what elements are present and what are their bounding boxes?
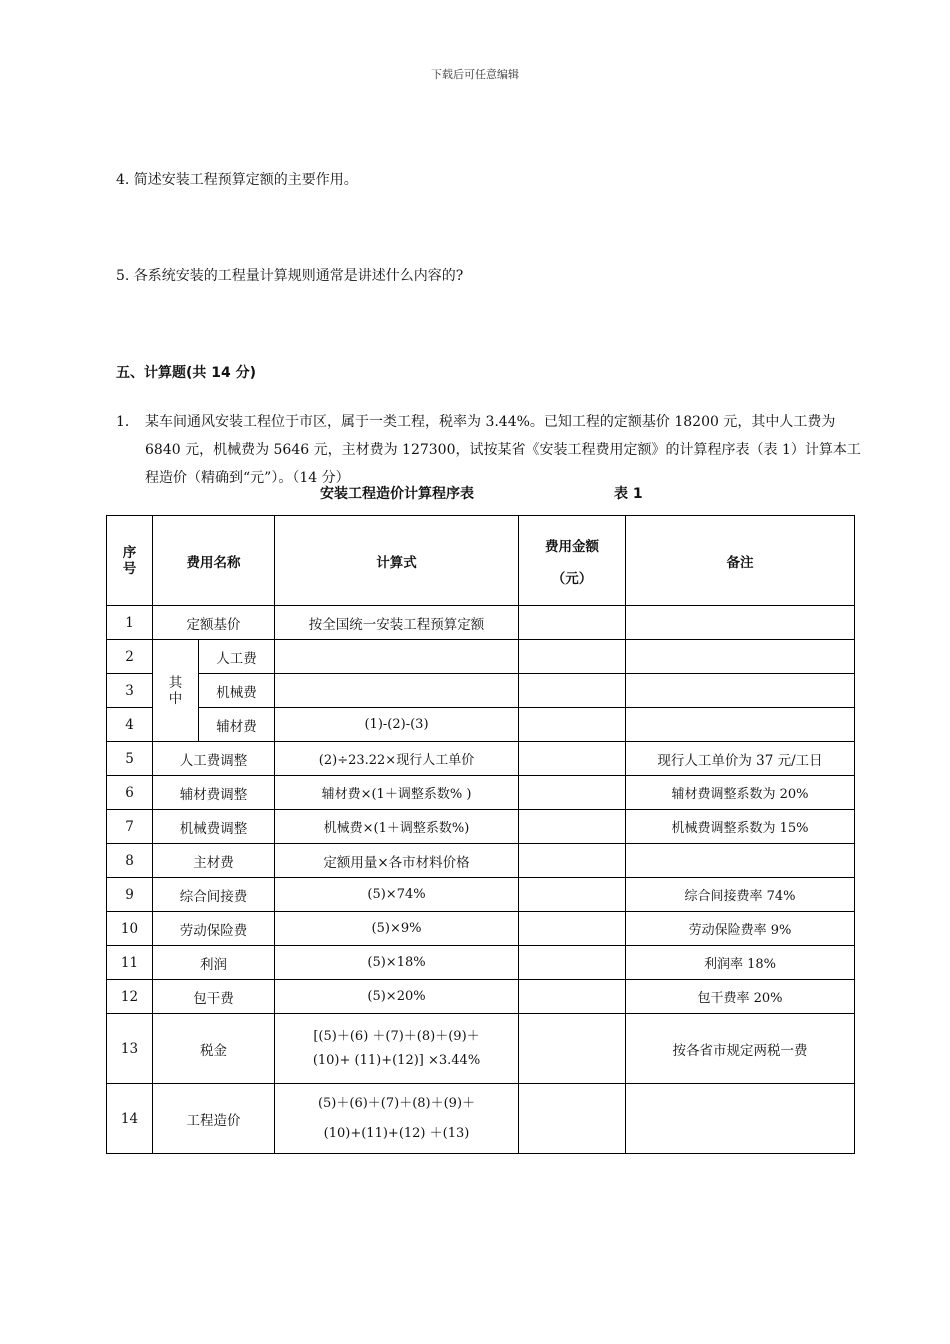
table-row [107,1084,855,1154]
row-formula: (5)×20% [275,980,519,1014]
table-row [107,878,855,912]
header-seq: 序号 [107,516,153,606]
row-formula: (5)×9% [275,912,519,946]
row-name: 人工费调整 [153,742,275,776]
row-formula [275,1014,519,1084]
header-name: 费用名称 [153,516,275,606]
row-seq: 7 [107,810,153,844]
row-amount [519,640,626,674]
row-seq: 11 [107,946,153,980]
row-formula [275,674,519,708]
row-seq: 9 [107,878,153,912]
row-formula: (1)-(2)-(3) [275,708,519,742]
row-formula: (2)÷23.22×现行人工单价 [275,742,519,776]
row-formula: (5)×18% [275,946,519,980]
row-name: 辅材费调整 [153,776,275,810]
row-name: 人工费 [199,640,275,674]
section-title: 五、计算题(共 14 分) [116,365,257,381]
row-name: 劳动保险费 [153,912,275,946]
row-amount [519,980,626,1014]
table-header-row [107,516,855,606]
table-row [107,674,855,708]
row-seq: 2 [107,640,153,674]
row-seq: 3 [107,674,153,708]
row-formula: 定额用量×各市材料价格 [275,844,519,878]
header-remark: 备注 [626,516,855,606]
problem-1 [116,408,861,492]
row-seq: 5 [107,742,153,776]
row-name: 定额基价 [153,606,275,640]
formula-line-1: (5)＋(6)＋(7)＋(8)＋(9)＋ [317,1095,476,1111]
row-name: 机械费 [199,674,275,708]
row-name: 税金 [153,1014,275,1084]
row-amount [519,912,626,946]
row-remark: 现行人工单价为 37 元/工日 [626,742,855,776]
row-formula [275,640,519,674]
row-remark [626,1084,855,1154]
row-amount [519,1084,626,1154]
row-amount [519,742,626,776]
header-formula: 计算式 [275,516,519,606]
row-remark [626,844,855,878]
row-remark: 辅材费调整系数为 20% [626,776,855,810]
table-row [107,810,855,844]
row-formula: (5)×74% [275,878,519,912]
row-amount [519,810,626,844]
formula-line-2: (10)+(11)+(12) ＋(13) [323,1125,470,1141]
row-remark: 机械费调整系数为 15% [626,810,855,844]
row-amount [519,776,626,810]
question-4: 4. 简述安装工程预算定额的主要作用。 [116,172,358,188]
row-amount [519,674,626,708]
table-row [107,844,855,878]
row-name: 机械费调整 [153,810,275,844]
row-remark [626,708,855,742]
problem-number: 1． [116,414,139,430]
row-amount [519,844,626,878]
row-remark [626,640,855,674]
row-remark: 综合间接费率 74% [626,878,855,912]
header-amount-unit: （元） [551,570,593,587]
row-name: 包干费 [153,980,275,1014]
table-row [107,640,855,674]
row-seq: 13 [107,1014,153,1084]
row-remark: 包干费率 20% [626,980,855,1014]
table-caption: 安装工程造价计算程序表 [320,486,474,502]
row-remark: 按各省市规定两税一费 [626,1014,855,1084]
row-name: 工程造价 [153,1084,275,1154]
table-row [107,742,855,776]
row-amount [519,878,626,912]
formula-line-2: (10)+ (11)+(12)] ×3.44% [312,1052,481,1068]
page-header: 下载后可任意编辑 [431,68,519,81]
row-remark: 利润率 18% [626,946,855,980]
row-seq: 8 [107,844,153,878]
row-seq: 6 [107,776,153,810]
row-seq: 12 [107,980,153,1014]
question-5: 5. 各系统安装的工程量计算规则通常是讲述什么内容的? [116,268,464,284]
row-formula [275,1084,519,1154]
row-formula: 按全国统一安装工程预算定额 [275,606,519,640]
row-seq: 1 [107,606,153,640]
table-row [107,912,855,946]
table-row [107,946,855,980]
row-name: 利润 [153,946,275,980]
table-row [107,980,855,1014]
group-label: 其中 [153,640,199,742]
row-name: 主材费 [153,844,275,878]
row-remark [626,674,855,708]
table-row [107,708,855,742]
problem-text: 某车间通风安装工程位于市区，属于一类工程，税率为 3.44%。已知工程的定额基价 18200 元，其中人工费为 6840 元，机械费为 5646 元，主材费为 127300，试按某省《安装工程费用定额》的计算程序表（表 1）计算本工程造价（精确到“元”）。（14 分） [145,414,861,486]
table-row [107,606,855,640]
row-amount [519,946,626,980]
row-amount [519,606,626,640]
row-seq: 14 [107,1084,153,1154]
table-row [107,776,855,810]
row-amount [519,1014,626,1084]
row-name: 综合间接费 [153,878,275,912]
header-amount [519,516,626,606]
cost-calculation-table [106,515,855,1154]
formula-line-1: [(5)＋(6) ＋(7)＋(8)＋(9)＋ [313,1028,480,1044]
row-name: 辅材费 [199,708,275,742]
table-label: 表 1 [614,486,643,502]
table-row [107,1014,855,1084]
row-formula: 辅材费×(1＋调整系数% ) [275,776,519,810]
row-seq: 10 [107,912,153,946]
row-remark: 劳动保险费率 9% [626,912,855,946]
row-seq: 4 [107,708,153,742]
header-amount-label: 费用金额 [545,538,599,555]
row-remark [626,606,855,640]
row-formula: 机械费×(1＋调整系数%) [275,810,519,844]
row-amount [519,708,626,742]
